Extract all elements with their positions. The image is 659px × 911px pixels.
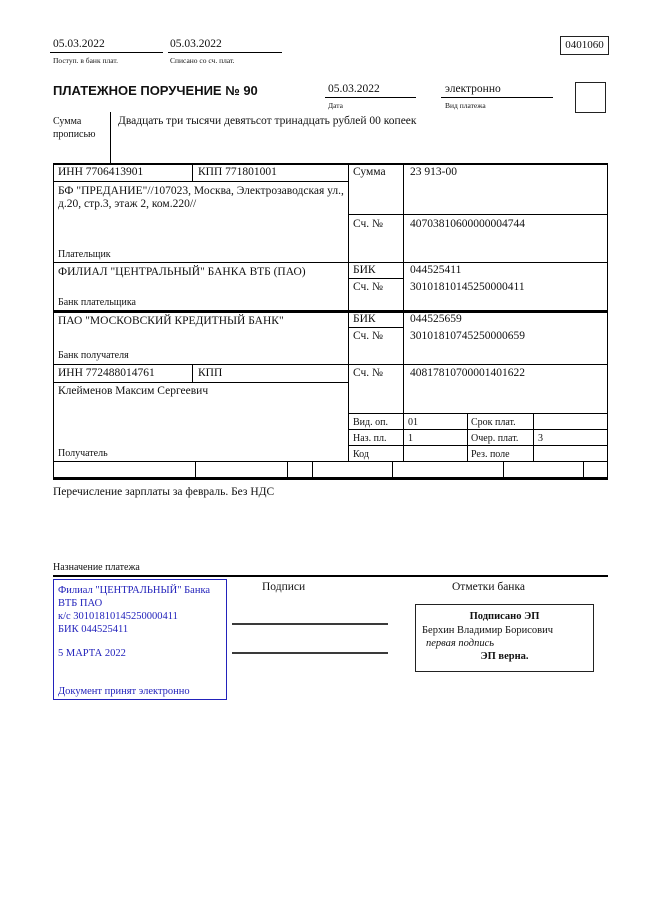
payee-account: 40817810700001401622: [410, 367, 525, 379]
table-border-right: [607, 163, 608, 478]
received-date: 05.03.2022: [53, 38, 105, 50]
payee-bank-account: 30101810745250000659: [410, 330, 525, 342]
ops-table-divider-1: [467, 413, 468, 461]
received-date-label: Поступ. в банк плат.: [53, 56, 118, 65]
payer-bank-name: ФИЛИАЛ "ЦЕНТРАЛЬНЫЙ" БАНКА ВТБ (ПАО): [58, 266, 306, 278]
payee-bank-account-label: Сч. №: [353, 330, 384, 342]
table-border-top: [53, 163, 608, 165]
payment-kind-label: Вид платежа: [445, 101, 486, 110]
stamp-corr-account: к/с 30101810145250000411: [58, 611, 178, 622]
ops-table-row1-line: [348, 429, 608, 430]
payer-bank-bik: 044525411: [410, 264, 462, 276]
amount-label: Сумма: [353, 166, 386, 178]
payee-section-line: [53, 364, 608, 365]
stamp-date: 5 МАРТА 2022: [58, 648, 126, 659]
received-date-underline: [50, 52, 163, 53]
payee-bank-label: Банк получателя: [58, 350, 129, 361]
payment-kind: электронно: [445, 83, 501, 95]
purpose-section-line: [53, 575, 608, 577]
payee-bank-name: ПАО "МОСКОВСКИЙ КРЕДИТНЫЙ БАНК": [58, 315, 284, 327]
esign-box: [415, 604, 594, 672]
document-date: 05.03.2022: [328, 83, 380, 95]
document-date-label: Дата: [328, 101, 343, 110]
signature-line-1: [232, 623, 388, 625]
payer-bank-bik-label: БИК: [353, 264, 376, 276]
stamp-bank-name-1: Филиал "ЦЕНТРАЛЬНЫЙ" Банка: [58, 585, 211, 596]
debited-date-label: Списано со сч. плат.: [170, 56, 235, 65]
payment-kind-underline: [441, 97, 553, 98]
payer-label: Плательщик: [58, 249, 111, 260]
tax-row-divider-5: [503, 461, 504, 477]
stamp-bik: БИК 044525411: [58, 624, 129, 635]
payee-name: Клейменов Максим Сергеевич: [58, 385, 209, 397]
payee-inn-kpp-divider: [192, 364, 193, 382]
esign-signer-name: Берхин Владимир Борисович: [422, 625, 553, 636]
table-border-left: [53, 163, 54, 478]
signatures-header: Подписи: [262, 581, 306, 593]
payee-kpp: КПП: [198, 367, 223, 379]
payment-purpose-code-label: Наз. пл.: [353, 433, 387, 444]
priority-label: Очер. плат.: [471, 433, 519, 444]
esign-status: ЭП верна.: [480, 651, 529, 662]
tax-row-divider-6: [583, 461, 584, 477]
payment-purpose-text: Перечисление зарплаты за февраль. Без НДС: [53, 486, 275, 498]
payer-inn: ИНН 7706413901: [58, 166, 144, 178]
tax-row-divider-1: [195, 461, 196, 477]
priority-value: 3: [538, 433, 543, 444]
op-type-label: Вид. оп.: [353, 417, 388, 428]
tax-row-top: [53, 461, 608, 462]
due-date-label: Срок плат.: [471, 417, 516, 428]
ops-table-top: [348, 413, 608, 414]
document-date-underline: [325, 97, 416, 98]
payee-account-label: Сч. №: [353, 367, 384, 379]
amount-words-divider: [110, 112, 111, 163]
payee-bank-bik-label: БИК: [353, 313, 376, 325]
ops-table-divider-2: [533, 413, 534, 461]
payer-name: БФ "ПРЕДАНИЕ"//107023, Москва, Электрозаводская ул., д.20, стр.3, этаж 2, ком.220//: [58, 185, 344, 210]
esign-role: первая подпись: [426, 638, 495, 649]
payer-inn-row-line: [53, 181, 348, 182]
payment-purpose-label: Назначение платежа: [53, 562, 140, 573]
payment-purpose-code-value: 1: [408, 433, 413, 444]
payee-bank-bik-line: [348, 327, 403, 328]
payee-bank-bik: 044525659: [410, 313, 462, 325]
form-code-box: 0401060: [560, 36, 609, 55]
esign-title: Подписано ЭП: [469, 611, 540, 622]
tax-row-divider-3: [312, 461, 313, 477]
table-border-bottom: [53, 477, 608, 480]
tax-row-divider-4: [392, 461, 393, 477]
code-label: Код: [353, 449, 369, 460]
payer-account-label: Сч. №: [353, 218, 384, 230]
payer-bank-account: 30101810145250000411: [410, 281, 525, 293]
tax-row-divider-2: [287, 461, 288, 477]
sum-account-line: [348, 214, 608, 215]
signature-line-2: [232, 652, 388, 654]
amount-words-label-1: Сумма: [53, 116, 82, 127]
banks-divider-line: [53, 310, 608, 313]
amount-value: 23 913-00: [410, 166, 457, 178]
payer-bank-account-label: Сч. №: [353, 281, 384, 293]
payer-kpp: КПП 771801001: [198, 166, 277, 178]
payee-inn: ИНН 772488014761: [58, 367, 155, 379]
payee-inn-row-line: [53, 382, 348, 383]
debited-date: 05.03.2022: [170, 38, 222, 50]
payee-label: Получатель: [58, 448, 108, 459]
payer-account-value: 40703810600000004744: [410, 218, 525, 230]
debited-date-underline: [168, 52, 282, 53]
stamp-bank-name-2: ВТБ ПАО: [58, 598, 103, 609]
amount-in-words: Двадцать три тысячи девятьсот тринадцать рублей 00 копеек: [118, 115, 417, 127]
payer-bank-bik-line: [348, 278, 403, 279]
payer-bank-label: Банк плательщика: [58, 297, 136, 308]
payer-inn-kpp-divider: [192, 163, 193, 181]
amount-words-label-2: прописью: [53, 129, 96, 140]
ops-table-row2-line: [348, 445, 608, 446]
bank-stamp: [53, 579, 227, 700]
op-type-value: 01: [408, 417, 418, 428]
payer-section-line: [53, 262, 608, 263]
reserve-field-label: Рез. поле: [471, 449, 510, 460]
status-checkbox: [575, 82, 606, 113]
bank-marks-header: Отметки банка: [452, 581, 525, 593]
document-title: ПЛАТЕЖНОЕ ПОРУЧЕНИЕ № 90: [53, 83, 258, 98]
stamp-footer: Документ принят электронно: [58, 686, 190, 697]
